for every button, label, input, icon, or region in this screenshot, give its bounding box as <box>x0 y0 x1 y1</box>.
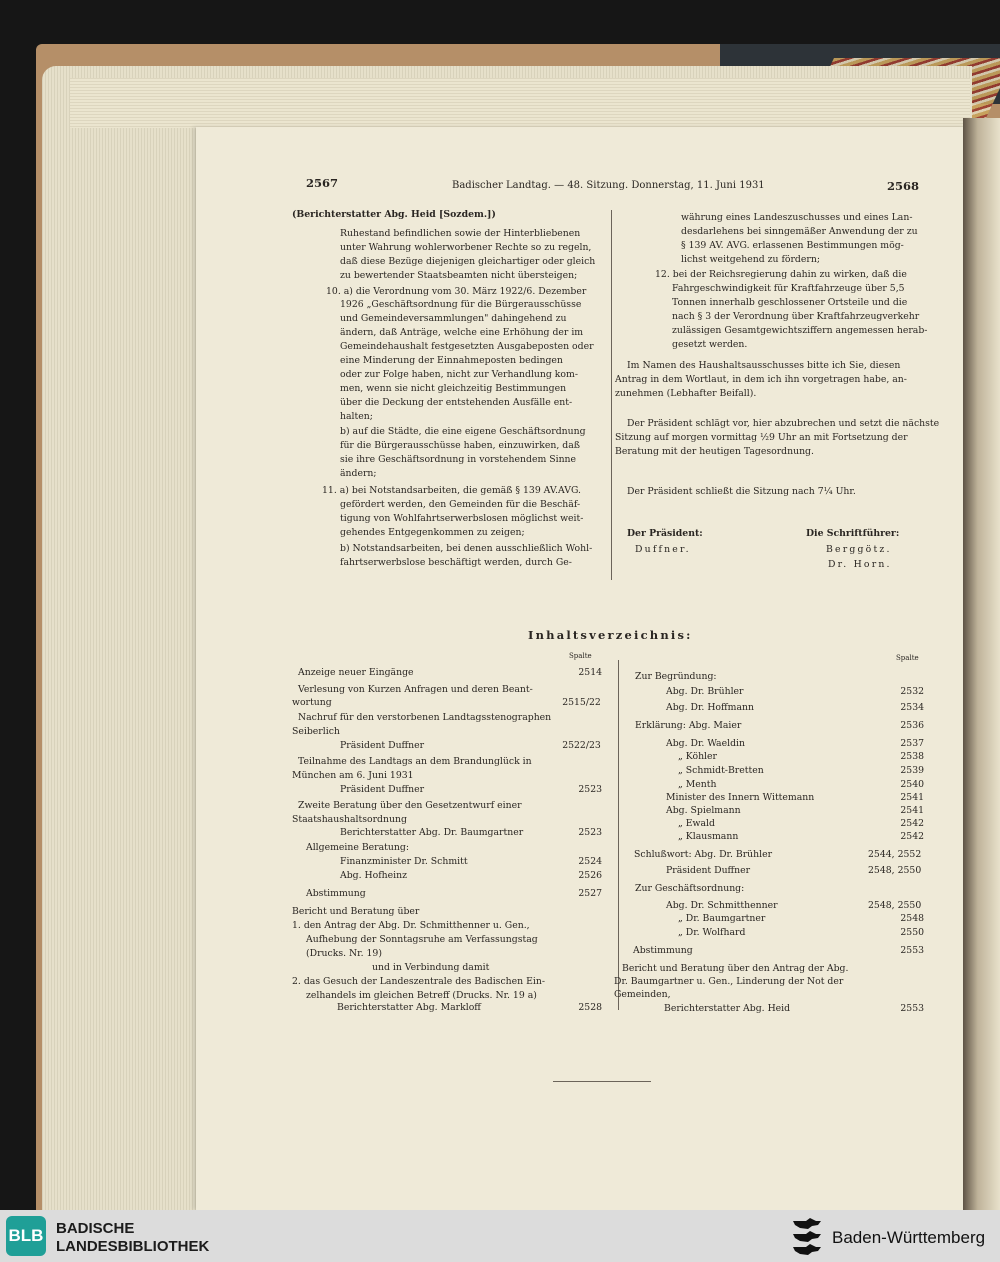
toc-entry: Bericht und Beratung über <box>292 906 420 917</box>
toc-page-ref: 2523 <box>578 827 603 838</box>
toc-page-ref: 2532 <box>900 686 925 697</box>
toc-entry: „ Menth <box>678 779 717 790</box>
toc-entry: „ Dr. Wolfhard <box>678 927 746 938</box>
body-line: men, wenn sie nicht gleichzeitig Bestimmungen <box>340 383 567 394</box>
toc-entry: Zur Begründung: <box>635 671 717 682</box>
body-line: Der Präsident schlägt vor, hier abzubrechen und setzt die nächste <box>627 418 940 429</box>
library-name-line1: BADISCHE <box>56 1220 135 1237</box>
body-line: b) auf die Städte, die eine eigene Geschäftsordnung <box>340 426 586 437</box>
toc-entry: Aufhebung der Sonntagsruhe am Verfassungstag <box>306 934 538 945</box>
body-line: Fahrgeschwindigkeit für Kraftfahrzeuge über 5,5 <box>672 283 905 294</box>
column-rule-top <box>611 210 612 580</box>
toc-page-ref: 2515/22 <box>562 697 601 708</box>
toc-page-ref: 2544, 2552 <box>868 849 922 860</box>
body-line: und Gemeindeversammlungen" dahingehend zu <box>340 313 567 324</box>
page-number-left: 2567 <box>306 176 339 190</box>
toc-entry: Berichterstatter Abg. Markloff <box>337 1002 481 1013</box>
president-name: Duffner. <box>635 544 691 555</box>
toc-entry: Finanzminister Dr. Schmitt <box>340 856 468 867</box>
toc-entry: Teilnahme des Landtags an dem Brandunglück in <box>298 756 532 767</box>
toc-entry: Schlußwort: Abg. Dr. Brühler <box>634 849 773 860</box>
body-line: gefördert werden, den Gemeinden für die Beschäf- <box>340 499 581 510</box>
toc-entry: und in Verbindung damit <box>372 962 490 973</box>
toc-entry: wortung <box>292 697 332 708</box>
toc-entry: (Drucks. Nr. 19) <box>306 948 382 959</box>
body-line: Gemeindehaushalt festgesetzten Ausgabeposten oder <box>340 341 594 352</box>
body-line: ändern, daß Anträge, welche eine Erhöhung der im <box>340 327 584 338</box>
body-line: eine Minderung der Einnahmeposten bedingen <box>340 355 563 366</box>
toc-page-ref: 2514 <box>578 667 603 678</box>
body-line: gesetzt werden. <box>672 339 748 350</box>
body-line: oder zur Folge haben, nicht zur Verhandlung kom- <box>340 369 578 380</box>
body-line: zu bewertender Staatsbeamten nicht übersteigen; <box>340 270 578 281</box>
toc-entry: „ Köhler <box>678 751 717 762</box>
toc-entry: Seiberlich <box>292 726 340 737</box>
toc-entry: Präsident Duffner <box>666 865 751 876</box>
column-rule-toc <box>618 660 619 1010</box>
toc-page-ref: 2539 <box>900 765 925 776</box>
end-rule <box>553 1081 651 1082</box>
toc-entry: „ Schmidt-Bretten <box>678 765 764 776</box>
page-gutter <box>963 118 1000 1210</box>
body-line: Sitzung auf morgen vormittag ½9 Uhr an mit Fortsetzung der <box>615 432 908 443</box>
body-line: zunehmen (Lebhafter Beifall). <box>615 388 757 399</box>
toc-entry: 1. den Antrag der Abg. Dr. Schmitthenner u. Gen., <box>292 920 530 931</box>
toc-entry: Abg. Dr. Brühler <box>666 686 744 697</box>
toc-page-ref: 2548 <box>900 913 925 924</box>
toc-entry: Abg. Dr. Hoffmann <box>666 702 754 713</box>
body-line: für die Bürgerausschüsse haben, einzuwirken, daß <box>340 440 580 451</box>
toc-column-header-left: Spalte <box>569 652 592 660</box>
body-line: über die Deckung der entstehenden Ausfälle ent- <box>340 397 573 408</box>
body-line: Antrag in dem Wortlaut, in dem ich ihn vorgetragen habe, an- <box>615 374 907 385</box>
toc-page-ref: 2541 <box>900 792 925 803</box>
toc-entry: Abg. Spielmann <box>666 805 741 816</box>
body-line: unter Wahrung wohlerworbener Rechte so zu regeln, <box>340 242 592 253</box>
body-line: gehendes Entgegenkommen zu zeigen; <box>340 527 525 538</box>
secretary-name-2: Dr. Horn. <box>828 559 892 570</box>
toc-entry: Abstimmung <box>306 888 366 899</box>
blb-logo[interactable] <box>6 1216 46 1256</box>
toc-entry: Bericht und Beratung über den Antrag der Abg. <box>622 963 849 974</box>
toc-entry: Verlesung von Kurzen Anfragen und deren Beant- <box>298 684 533 695</box>
toc-page-ref: 2524 <box>578 856 603 867</box>
toc-page-ref: 2542 <box>900 831 925 842</box>
toc-page-ref: 2538 <box>900 751 925 762</box>
toc-entry: zelhandels im gleichen Betreff (Drucks. Nr. 19 a) <box>306 990 537 1001</box>
body-line: währung eines Landeszuschusses und eines Lan- <box>681 212 913 223</box>
toc-page-ref: 2540 <box>900 779 925 790</box>
body-line: sie ihre Geschäftsordnung in vorstehendem Sinne <box>340 454 577 465</box>
toc-entry: „ Ewald <box>678 818 715 829</box>
toc-entry: Berichterstatter Abg. Heid <box>664 1003 791 1014</box>
body-line: ändern; <box>340 468 377 479</box>
toc-page-ref: 2526 <box>578 870 603 881</box>
toc-page-ref: 2522/23 <box>562 740 601 751</box>
running-title: Badischer Landtag. — 48. Sitzung. Donnerstag, 11. Juni 1931 <box>452 180 765 191</box>
body-line: (Berichterstatter Abg. Heid [Sozdem.]) <box>292 209 496 220</box>
toc-entry: Anzeige neuer Eingänge <box>298 667 414 678</box>
toc-page-ref: 2536 <box>900 720 925 731</box>
blb-logo-text: BLB <box>8 1226 44 1245</box>
body-line: fahrtserwerbslose beschäftigt werden, durch Ge- <box>340 557 572 568</box>
body-line: 11. a) bei Notstandsarbeiten, die gemäß § 139 AV.AVG. <box>322 485 581 496</box>
body-line: 1926 „Geschäftsordnung für die Bürgerausschüsse <box>340 299 582 310</box>
toc-entry: Staatshaushaltsordnung <box>292 814 407 825</box>
body-line: 10. a) die Verordnung vom 30. März 1922/6. Dezember <box>326 286 587 297</box>
body-line: halten; <box>340 411 373 422</box>
toc-page-ref: 2553 <box>900 945 925 956</box>
body-line: b) Notstandsarbeiten, bei denen ausschließlich Wohl- <box>340 543 593 554</box>
toc-page-ref: 2537 <box>900 738 925 749</box>
toc-entry: Berichterstatter Abg. Dr. Baumgartner <box>340 827 524 838</box>
toc-entry: Abstimmung <box>633 945 693 956</box>
body-line: Im Namen des Haushaltsausschusses bitte ich Sie, diesen <box>627 360 901 371</box>
body-line: daß diese Bezüge diejenigen gleichartiger oder gleich <box>340 256 596 267</box>
body-line: lichst weitgehend zu fördern; <box>681 254 820 265</box>
toc-page-ref: 2550 <box>900 927 925 938</box>
body-line: Tonnen innerhalb geschlossener Ortsteile und die <box>672 297 908 308</box>
toc-entry: Abg. Dr. Waeldin <box>666 738 745 749</box>
toc-entry: Gemeinden, <box>614 989 671 1000</box>
body-line: Ruhestand befindlichen sowie der Hinterbliebenen <box>340 228 581 239</box>
secretaries-label: Die Schriftführer: <box>806 528 900 539</box>
toc-title: Inhaltsverzeichnis: <box>528 628 693 642</box>
toc-entry: Zur Geschäftsordnung: <box>635 883 745 894</box>
body-line: tigung von Wohlfahrtserwerbslosen möglichst weit- <box>340 513 584 524</box>
toc-page-ref: 2548, 2550 <box>868 900 922 911</box>
page-edges <box>70 78 970 128</box>
toc-entry: Nachruf für den verstorbenen Landtagsstenographen <box>298 712 552 723</box>
toc-entry: „ Klausmann <box>678 831 739 842</box>
body-line: zulässigen Gesamtgewichtsziffern angemessen herab- <box>672 325 928 336</box>
toc-entry: „ Dr. Baumgartner <box>678 913 766 924</box>
toc-entry: Allgemeine Beratung: <box>306 842 409 853</box>
toc-page-ref: 2548, 2550 <box>868 865 922 876</box>
toc-entry: Erklärung: Abg. Maier <box>635 720 742 731</box>
toc-column-header-right: Spalte <box>896 654 919 662</box>
toc-entry: Abg. Dr. Schmitthenner <box>666 900 778 911</box>
body-line: Beratung mit der heutigen Tagesordnung. <box>615 446 814 457</box>
toc-entry: Minister des Innern Wittemann <box>666 792 815 803</box>
partner-name[interactable]: Baden-Württemberg <box>832 1228 986 1247</box>
page-number-right: 2568 <box>887 179 920 193</box>
toc-entry: Präsident Duffner <box>340 740 425 751</box>
toc-entry: Abg. Hofheinz <box>340 870 408 881</box>
toc-page-ref: 2542 <box>900 818 925 829</box>
toc-page-ref: 2523 <box>578 784 603 795</box>
body-line: § 139 AV. AVG. erlassenen Bestimmungen mög- <box>681 240 904 251</box>
toc-entry: Zweite Beratung über den Gesetzentwurf einer <box>298 800 522 811</box>
body-line: desdarlehens bei sinngemäßer Anwendung der zu <box>681 226 918 237</box>
toc-entry: München am 6. Juni 1931 <box>292 770 414 781</box>
toc-page-ref: 2541 <box>900 805 925 816</box>
coat-of-arms-icon <box>790 1216 824 1256</box>
toc-entry: Präsident Duffner <box>340 784 425 795</box>
body-line: 12. bei der Reichsregierung dahin zu wirken, daß die <box>655 269 907 280</box>
library-name-line2: LANDESBIBLIOTHEK <box>56 1238 210 1255</box>
toc-page-ref: 2527 <box>578 888 603 899</box>
toc-entry: Dr. Baumgartner u. Gen., Linderung der Not der <box>614 976 844 987</box>
toc-page-ref: 2528 <box>578 1002 603 1013</box>
toc-page-ref: 2553 <box>900 1003 925 1014</box>
toc-entry: 2. das Gesuch der Landeszentrale des Badischen Ein- <box>292 976 545 987</box>
body-line: Der Präsident schließt die Sitzung nach 7¼ Uhr. <box>627 486 856 497</box>
toc-page-ref: 2534 <box>900 702 925 713</box>
secretary-name-1: Berggötz. <box>826 544 892 555</box>
body-line: nach § 3 der Verordnung über Kraftfahrzeugverkehr <box>672 311 920 322</box>
president-label: Der Präsident: <box>627 528 703 539</box>
